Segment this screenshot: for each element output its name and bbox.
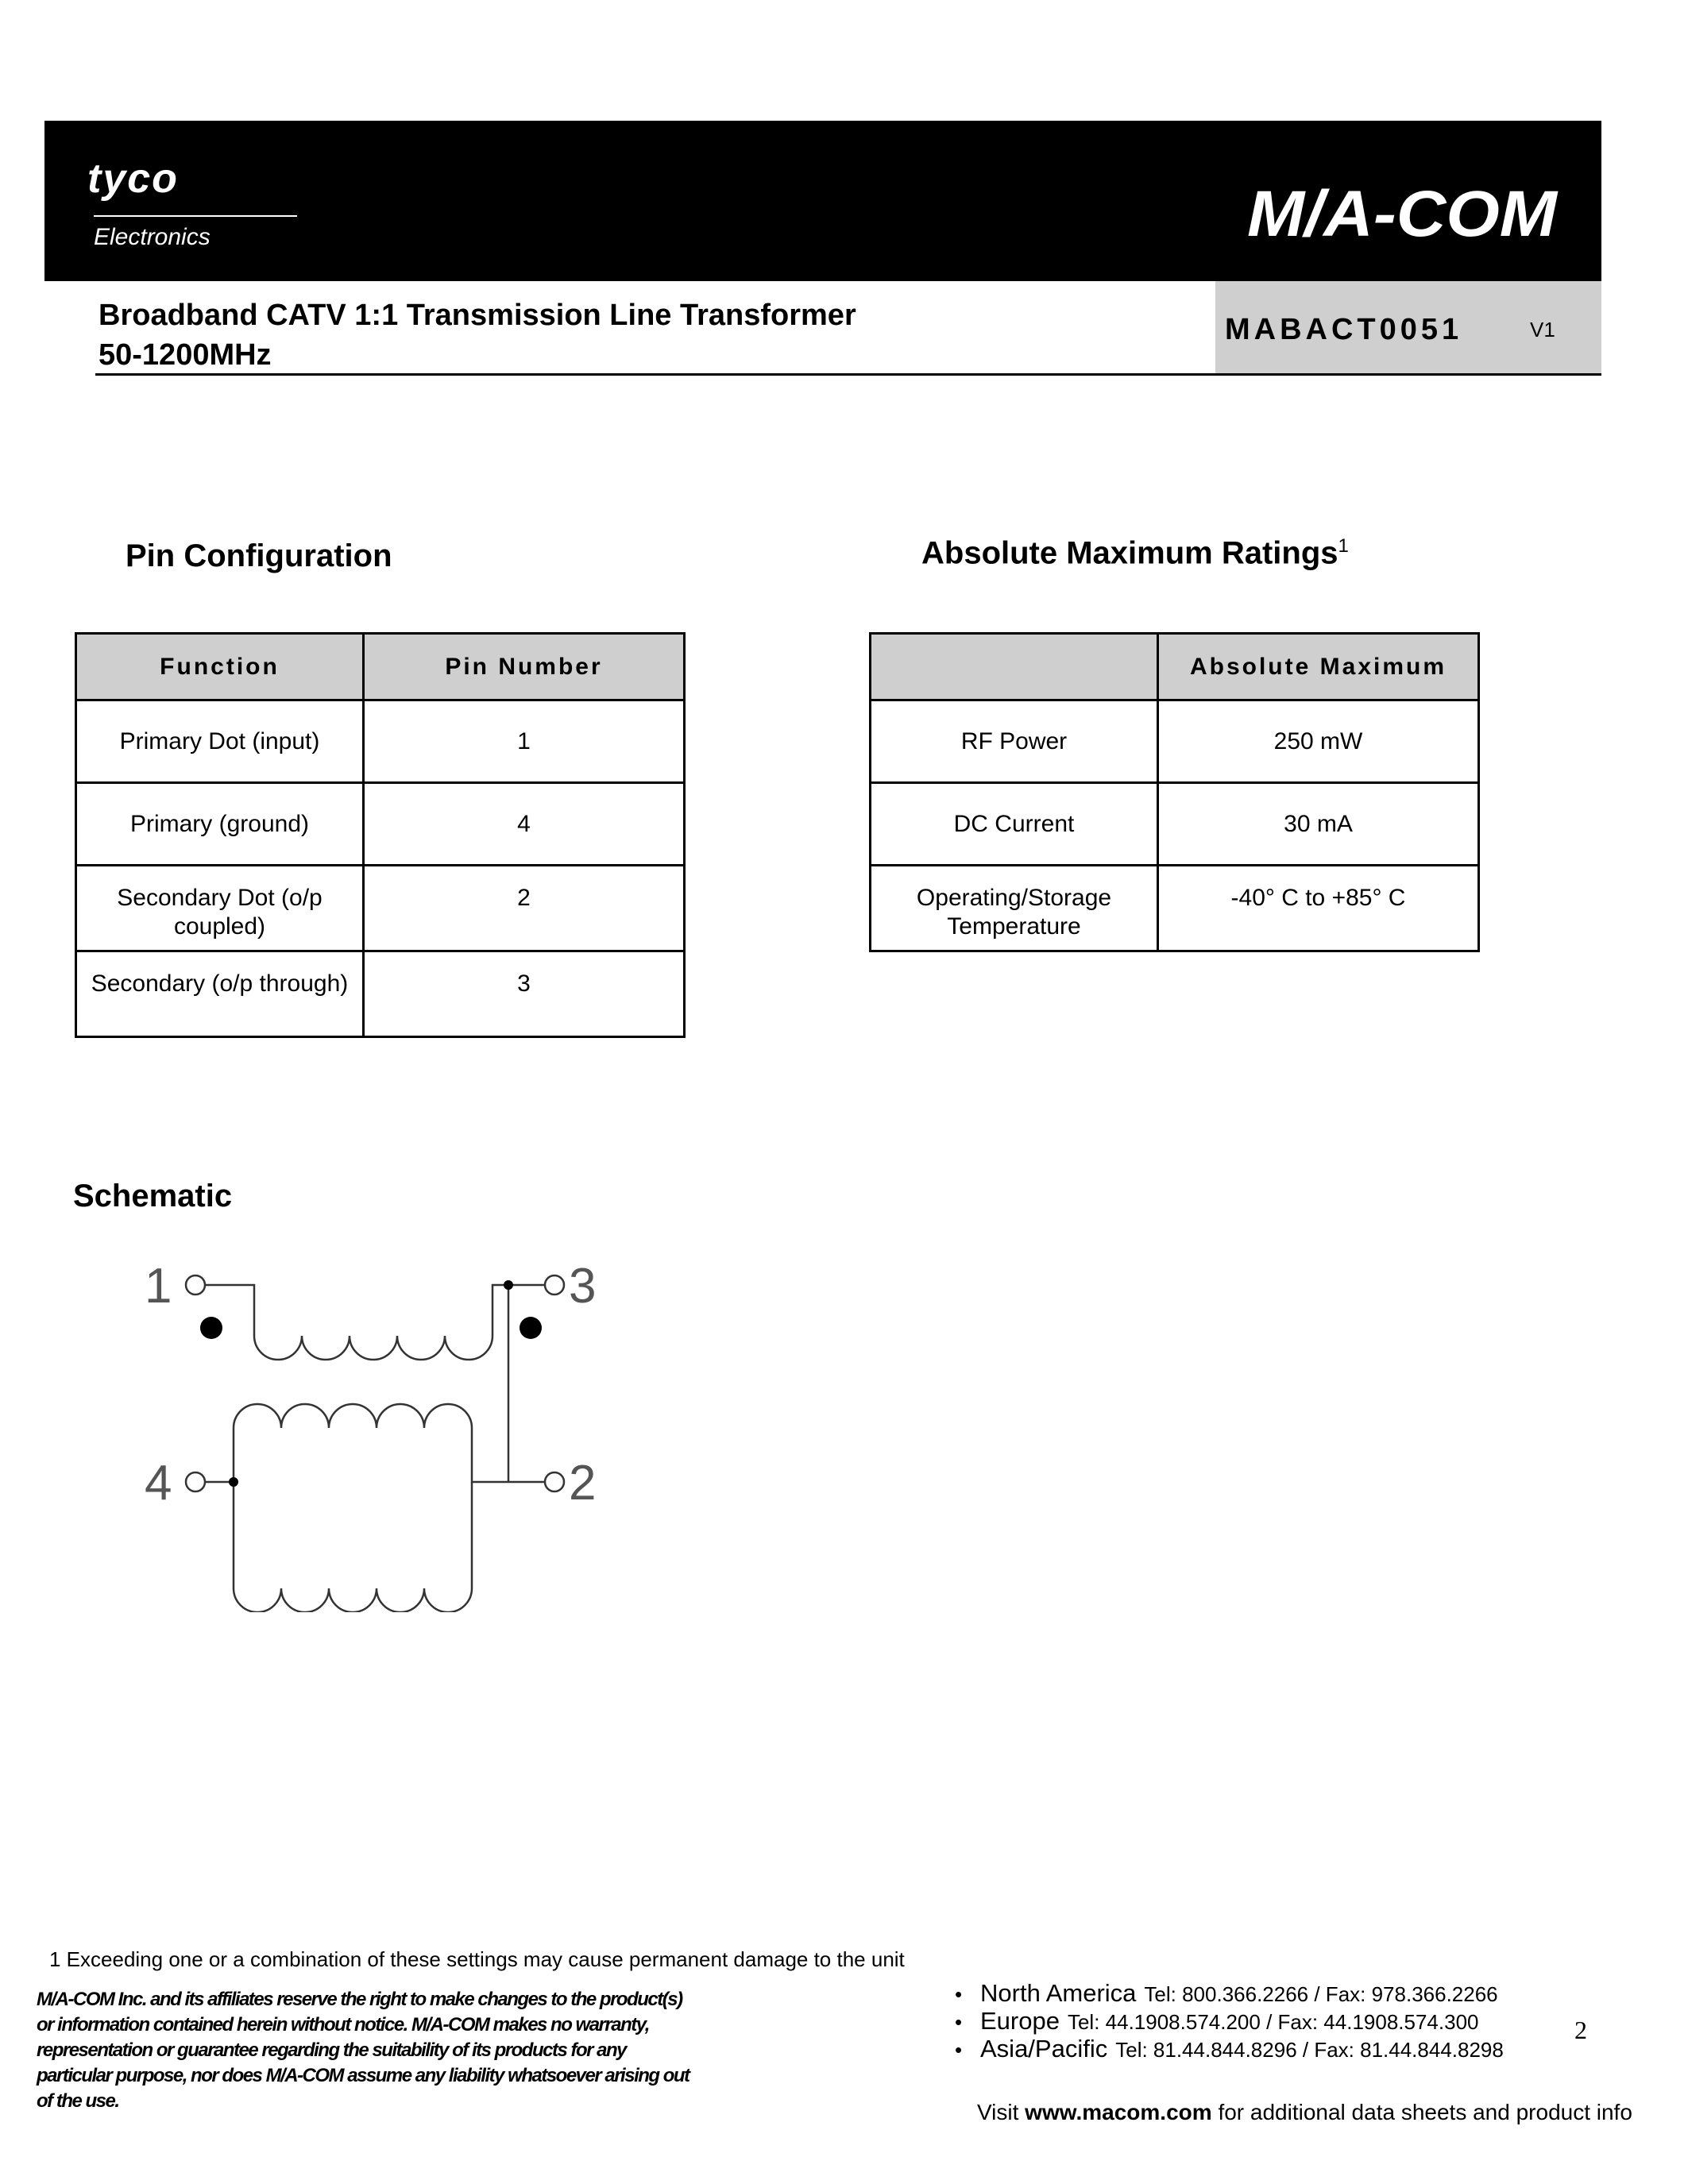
pin-config-col-function: Function: [76, 634, 364, 700]
pin-3-terminal: [545, 1275, 564, 1295]
abs-max-header-row: [871, 634, 1479, 700]
pin-2-label: 2: [569, 1456, 597, 1511]
tertiary-winding: [234, 1482, 472, 1612]
list-item: [955, 2035, 1504, 2063]
table-row: [871, 700, 1479, 783]
pin-config-table: [75, 632, 686, 1038]
pin-config-header-row: [76, 634, 685, 700]
abs-max-value-cell: 30 mA: [1158, 783, 1479, 866]
disclaimer: M/A-COM Inc. and its affiliates reserve the right to make changes to the product(s) or information contained herein without notice. M/A-COM makes no warranty, representation or guarantee regarding the suitability of its products for any particular purpose, nor does M/A-COM assume any liability whatsoever arising out of the use.: [37, 1989, 689, 2112]
primary-winding: [254, 1285, 508, 1360]
abs-max-footnote-mark: 1: [1338, 535, 1349, 557]
primary-polarity-dot: [200, 1317, 222, 1339]
pin-4-label: 4: [145, 1456, 172, 1511]
tyco-subtitle: Electronics: [94, 224, 211, 250]
abs-max-heading: [921, 535, 1349, 571]
abs-max-table: [869, 632, 1480, 952]
part-version: V1: [1530, 318, 1555, 341]
secondary-winding: [234, 1404, 545, 1482]
abs-max-param-cell: RF Power: [871, 700, 1158, 783]
page-number: 2: [1574, 2016, 1587, 2044]
abs-max-col-param: [871, 634, 1158, 700]
pin-4-terminal: [186, 1472, 205, 1491]
visit-url-link[interactable]: www.macom.com: [1025, 2100, 1212, 2124]
contact-region: Asia/Pacific: [980, 2035, 1108, 2062]
contact-list: [955, 1980, 1504, 2063]
pin-1-terminal: [186, 1275, 205, 1295]
table-row: [871, 783, 1479, 866]
transformer-schematic: [135, 1247, 612, 1612]
table-row: [76, 700, 685, 783]
junction-dot: [229, 1477, 238, 1487]
visit-prefix: Visit: [977, 2100, 1019, 2124]
bullet: •: [955, 2038, 963, 2062]
table-row: [76, 951, 685, 1037]
pin-number-cell: 2: [364, 866, 685, 951]
pin-config-heading: Pin Configuration: [126, 538, 392, 573]
header-rule: [95, 373, 1601, 376]
contact-details: Tel: 44.1908.574.200 / Fax: 44.1908.574.300: [1067, 2010, 1479, 2034]
part-number-box: [1215, 281, 1601, 375]
macom-wordmark: M/A-COM: [1247, 178, 1559, 250]
secondary-polarity-dot: [520, 1317, 542, 1339]
pin-function-cell: Secondary (o/p through): [76, 951, 364, 1037]
pin-function-cell: Primary (ground): [76, 783, 364, 866]
bullet: •: [955, 1982, 963, 2006]
pin-function-cell: Secondary Dot (o/p coupled): [76, 866, 364, 951]
pin-config-col-pin: Pin Number: [364, 634, 685, 700]
tyco-electronics-logo: [87, 159, 326, 254]
table-row: [871, 866, 1479, 951]
contact-region: North America: [980, 1979, 1137, 2007]
part-number: MABACT0051: [1225, 313, 1463, 346]
abs-max-col-value: Absolute Maximum: [1158, 634, 1479, 700]
list-item: [955, 1980, 1504, 2008]
schematic-heading: Schematic: [73, 1179, 233, 1214]
pin-1-label: 1: [145, 1259, 172, 1314]
visit-line: [977, 2100, 1632, 2125]
pin-number-cell: 3: [364, 951, 685, 1037]
product-title-line2: 50-1200MHz: [98, 338, 272, 372]
tyco-wordmark: tyco: [87, 159, 179, 202]
abs-max-param-cell: Operating/Storage Temperature: [871, 866, 1158, 951]
abs-max-value-cell: 250 mW: [1158, 700, 1479, 783]
macom-logo: [1247, 171, 1565, 266]
abs-max-param-cell: DC Current: [871, 783, 1158, 866]
pin-number-cell: 4: [364, 783, 685, 866]
pin-2-terminal: [545, 1472, 564, 1491]
footnote: 1 Exceeding one or a combination of these settings may cause permanent damage to the unit: [49, 1947, 905, 1971]
visit-suffix: for additional data sheets and product info: [1218, 2100, 1632, 2124]
contact-region: Europe: [980, 2007, 1060, 2035]
abs-max-heading-text: Absolute Maximum Ratings: [921, 535, 1338, 571]
table-row: [76, 783, 685, 866]
contact-details: Tel: 800.366.2266 / Fax: 978.366.2266: [1144, 1982, 1498, 2006]
product-title-line1: Broadband CATV 1:1 Transmission Line Transformer: [98, 299, 856, 332]
abs-max-value-cell: -40° C to +85° C: [1158, 866, 1479, 951]
list-item: [955, 2008, 1504, 2035]
pin-number-cell: 1: [364, 700, 685, 783]
product-title: [98, 295, 1211, 375]
junction-dot: [504, 1280, 513, 1290]
table-row: [76, 866, 685, 951]
pin-3-label: 3: [569, 1259, 597, 1314]
bullet: •: [955, 2010, 963, 2034]
pin-function-cell: Primary Dot (input): [76, 700, 364, 783]
contact-details: Tel: 81.44.844.8296 / Fax: 81.44.844.8298: [1115, 2038, 1504, 2062]
